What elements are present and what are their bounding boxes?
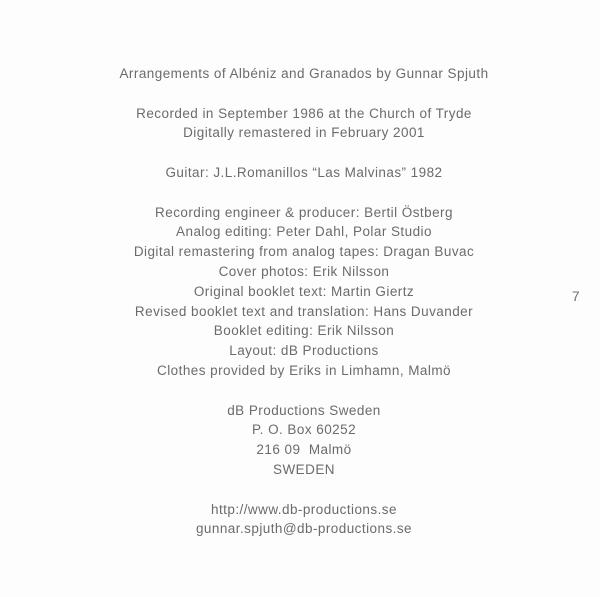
section-instrument <box>4 163 600 183</box>
text-line: Digitally remastered in February 2001 <box>183 125 425 141</box>
text-line: gunnar.spjuth@db-productions.se <box>195 521 413 537</box>
text-line: Revised booklet text and translation: Hans Duvander <box>134 303 474 319</box>
text-line: Digital remastering from analog tapes: Dragan Buvac <box>133 244 475 260</box>
section-title <box>4 64 600 84</box>
text-line: Analog editing: Peter Dahl, Polar Studio <box>176 224 432 240</box>
text-line: Recorded in September 1986 at the Church of Tryde <box>136 105 472 121</box>
text-line: Guitar: J.L.Romanillos “Las Malvinas” 1982 <box>165 164 443 180</box>
text-line: Booklet editing: Erik Nilsson <box>213 323 395 339</box>
page-number: 7 <box>571 288 581 304</box>
text-line: Clothes provided by Eriks in Limhamn, Malmö <box>157 362 451 378</box>
text-line: dB Productions Sweden <box>227 402 381 418</box>
booklet-text-block <box>4 64 600 539</box>
section-credits <box>4 203 600 381</box>
text-line: http://www.db-productions.se <box>211 501 397 517</box>
text-line: Cover photos: Erik Nilsson <box>218 263 390 279</box>
text-line: Recording engineer & producer: Bertil Östberg <box>155 204 453 220</box>
text-line: Layout: dB Productions <box>229 343 379 359</box>
text-line: Arrangements of Albéniz and Granados by Gunnar Spjuth <box>119 66 489 81</box>
section-address <box>4 401 600 480</box>
section-contact <box>4 500 600 540</box>
text-line: Original booklet text: Martin Giertz <box>193 283 415 299</box>
text-line: 216 09 Malmö <box>256 442 352 458</box>
text-line: P. O. Box 60252 <box>251 422 357 438</box>
text-line: SWEDEN <box>273 461 335 477</box>
section-recording-info <box>4 104 600 144</box>
